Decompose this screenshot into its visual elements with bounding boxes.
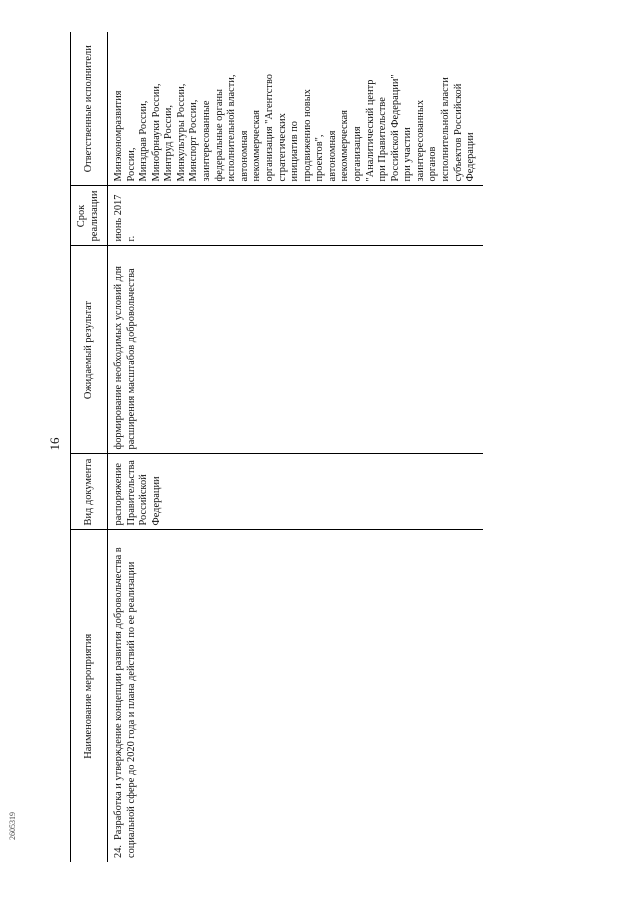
responsible-line: Минспорт России, (188, 99, 200, 182)
responsible-line: автономная (326, 130, 338, 182)
header-term: Срок реализации (71, 186, 108, 246)
cell-name (108, 530, 483, 862)
header-result: Ожидаемый результат (71, 246, 108, 454)
responsible-line: России, (125, 147, 137, 182)
responsible-line: при Правительстве (377, 97, 389, 182)
responsible-line: Минтруд России, (163, 105, 175, 182)
responsible-line: автономная (238, 130, 250, 182)
page-number: 16 (47, 437, 62, 451)
cell-term: июнь 2017 г. (108, 186, 483, 246)
responsible-line: продвижению новых (301, 89, 313, 182)
responsible-line: исполнительной власти (440, 77, 452, 182)
responsible-line: Федерации (465, 132, 477, 182)
header-name: Наименование мероприятия (71, 530, 108, 862)
responsible-line: инициатив по (289, 120, 301, 182)
responsible-list (113, 36, 478, 182)
responsible-line: организация (351, 126, 363, 182)
cell-doc-type: распоряжение Правительства Российской Федерации (108, 454, 483, 530)
responsible-line: органов (427, 146, 439, 182)
table-row (108, 32, 483, 862)
cell-result: формирование необходимых условий для расширения масштабов добровольчества (108, 246, 483, 454)
responsible-line: проектов", (314, 134, 326, 182)
rotated-table-container (70, 32, 477, 862)
responsible-line: стратегических (276, 113, 288, 182)
header-responsible: Ответственные исполнители (71, 32, 108, 186)
responsible-line: федеральные органы (213, 89, 225, 182)
responsible-line: Российской Федерации" (389, 74, 401, 182)
responsible-line: "Аналитический центр (364, 79, 376, 182)
responsible-line: заинтересованных (414, 99, 426, 182)
responsible-line: субъектов Российской (452, 83, 464, 182)
responsible-line: Минэкономразвития (113, 90, 124, 182)
header-doc-type: Вид документа (71, 454, 108, 530)
responsible-line: заинтересованные (201, 100, 213, 182)
responsible-line: при участии (402, 127, 414, 182)
measures-table (70, 32, 483, 862)
responsible-line: Минздрав России, (138, 100, 150, 182)
table-header-row (71, 32, 108, 862)
responsible-line: Минобрнауки России, (150, 83, 162, 182)
row-name-text: Разработка и утверждение концепции развития добровольчества в социальной сфере до 2020 года и плана действий по ее реализации (113, 547, 137, 858)
responsible-line: некоммерческая (339, 110, 351, 182)
responsible-line: организация "Агентство (263, 74, 275, 182)
responsible-line: некоммерческая (251, 110, 263, 182)
document-id: 2605319 (8, 812, 17, 840)
row-number: 24. (113, 845, 124, 858)
responsible-line: исполнительной власти, (226, 74, 238, 182)
responsible-line: Минкультуры России, (175, 83, 187, 182)
cell-responsible (108, 32, 483, 186)
